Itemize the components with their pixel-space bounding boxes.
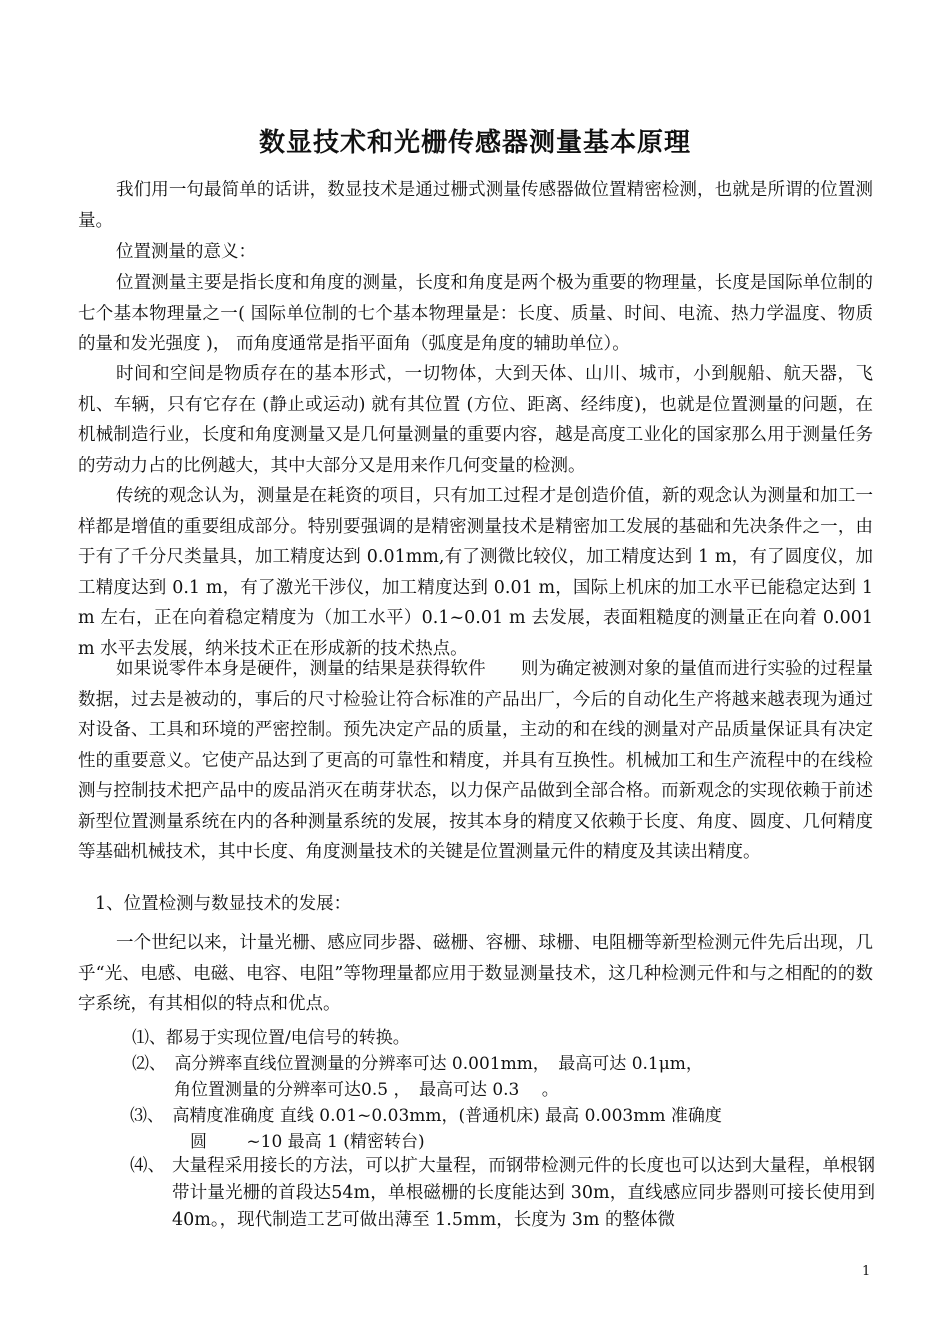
- document-title: 数显技术和光栅传感器测量基本原理: [258, 128, 691, 158]
- list-item-4-text: 大量程采用接长的方法，可以扩大量程，而钢带检测元件的长度也可以达到大量程，单根钢带计量光栅的首段达54m，单根磁栅的长度能达到 30m，直线感应同步器则可接长使用到 40m。，现代制造工艺可做出薄至 1.5mm，长度为 3m 的整体微: [172, 1156, 875, 1230]
- paragraph-detection-elements: 一个世纪以来，计量光栅、感应同步器、磁栅、容栅、球栅、电阻栅等新型检测元件先后出现，几乎“光、电感、电磁、电容、电阻”等物理量都应用于数显测量技术，这几种检测元件和与之相配的的数字系统，有其相似的特点和优点。: [78, 933, 873, 1014]
- page-number: 1: [862, 1264, 871, 1279]
- paragraph-length-angle: 位置测量主要是指长度和角度的测量，长度和角度是两个极为重要的物理量，长度是国际单位制的七个基本物理量之一( 国际单位制的七个基本物理量是：长度、质量、时间、电流、热力学温度、物质的量和发光强度 )， 而角度通常是指平面角（弧度是角度的辅助单位）。: [78, 273, 873, 354]
- list-item-3-line-1: ⑶、 高精度准确度 直线 0.01~0.03mm，(普通机床) 最高 0.003mm 准确度: [130, 1106, 722, 1126]
- list-item-3-line-2: 圆 ~10 最高 1 (精密转台): [190, 1132, 425, 1152]
- list-item-4-marker: ⑷、: [130, 1156, 165, 1176]
- intro-paragraph: 我们用一句最简单的话讲，数显技术是通过栅式测量传感器做位置精密检测，也就是所谓的位置测量。: [78, 180, 873, 231]
- paragraph-measurement-concept: 传统的观念认为，测量是在耗资的项目，只有加工过程才是创造价值，新的观念认为测量和加工一样都是增值的重要组成部分。特别要强调的是精密测量技术是精密加工发展的基础和先决条件之一，由于有了千分尺类量具，加工精度达到 0.01mm,有了测微比较仪，加工精度达到 1 m，有了圆度仪，加工精度达到 0.1 m，有了激光干涉仪，加工精度达到 0.01 m，国际上机床的加工水平已能稳定达到 1 m 左右，正在向着稳定精度为（加工水平）0.1~0.01 m 去发展，表面粗糙度的测量正在向着 0.001 m 水平去发展，纳米技术正在形成新的技术热点。: [78, 486, 873, 659]
- list-item-2-line-2: 角位置测量的分辨率可达0.5 ， 最高可达 0.3 。: [174, 1080, 559, 1100]
- list-item-1: ⑴、都易于实现位置/电信号的转换。: [132, 1028, 410, 1048]
- paragraph-time-space: 时间和空间是物质存在的基本形式，一切物体，大到天体、山川、城市，小到舰船、航天器，飞机、车辆，只有它存在 (静止或运动) 就有其位置 (方位、距离、经纬度)，也就是位置测量的问题，在机械制造行业，长度和角度测量又是几何量测量的重要内容，越是高度工业化的国家那么用于测量任务的劳动力占的比例越大，其中大部分又是用来作几何变量的检测。: [78, 364, 873, 476]
- paragraph-hardware-software: 如果说零件本身是硬件，测量的结果是获得软件 则为确定被测对象的量值而进行实验的过程量数据，过去是被动的，事后的尺寸检验让符合标准的产品出厂，今后的自动化生产将越来越表现为通过对设备、工具和环境的严密控制。预先决定产品的质量，主动的和在线的测量对产品质量保证具有决定性的重要意义。它使产品达到了更高的可靠性和精度，并具有互换性。机械加工和生产流程中的在线检测与控制技术把产品中的废品消灭在萌芽状态，以力保产品做到全部合格。而新观念的实现依赖于前述新型位置测量系统在内的各种测量系统的发展，按其本身的精度又依赖于长度、角度、圆度、几何精度等基础机械技术，其中长度、角度测量技术的关键是位置测量元件的精度及其读出精度。: [78, 659, 873, 862]
- section-heading-1: 1、位置检测与数显技术的发展：: [95, 894, 352, 914]
- list-item-2-line-1: ⑵、 高分辨率直线位置测量的分辨率可达 0.001mm， 最高可达 0.1μm，: [132, 1054, 703, 1074]
- list-item-4: [130, 1153, 875, 1234]
- meaning-heading: 位置测量的意义：: [116, 242, 256, 262]
